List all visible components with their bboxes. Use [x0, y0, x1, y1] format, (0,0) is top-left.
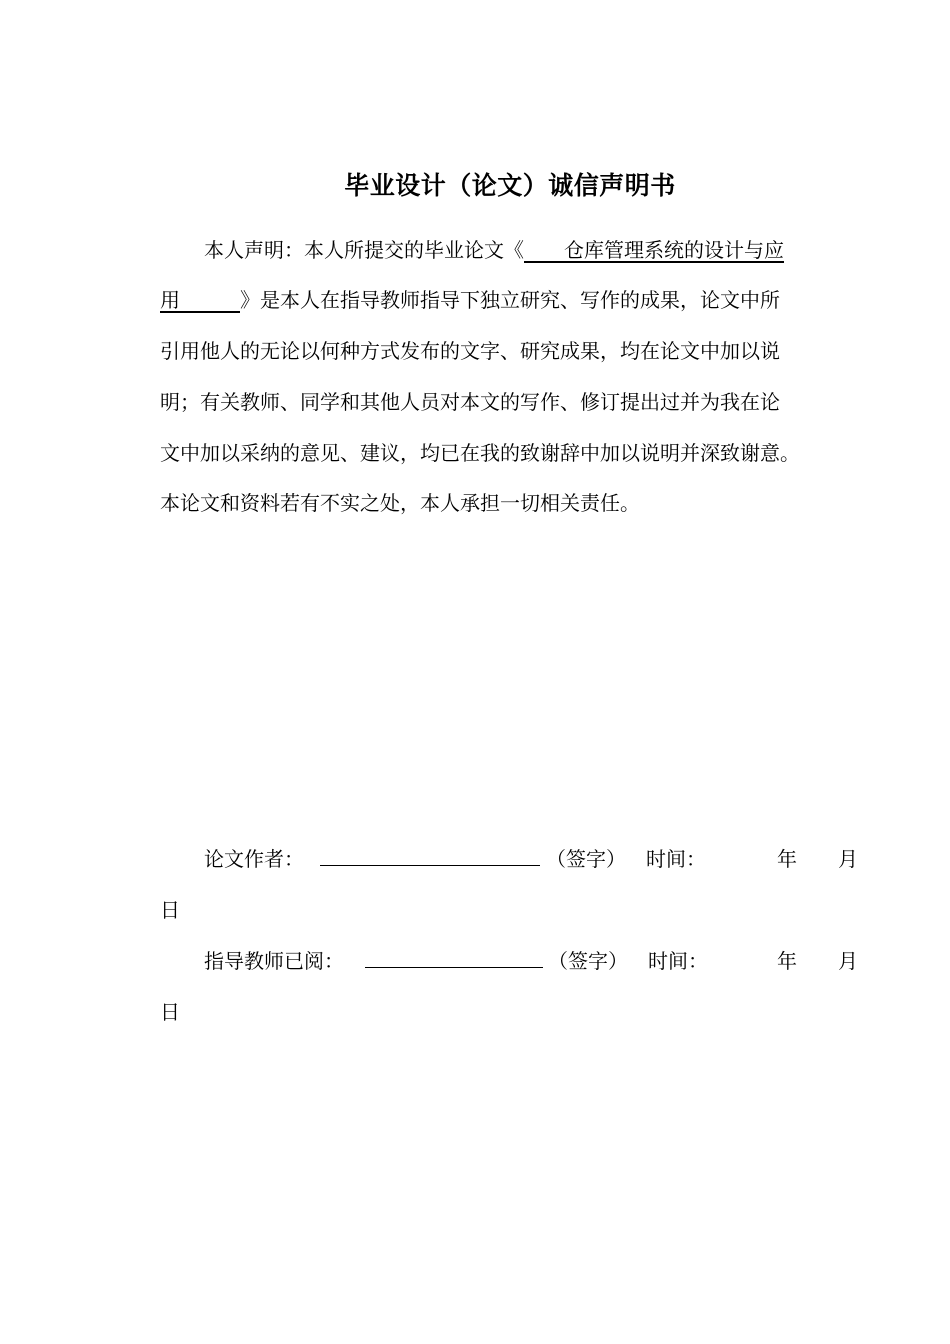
declaration-line-5: 文中加以采纳的意见、建议，均已在我的致谢辞中加以说明并深致谢意。 — [160, 441, 800, 465]
declaration-line-2 — [160, 287, 780, 313]
author-day-label: 日 — [160, 898, 180, 922]
author-signature-field[interactable] — [320, 846, 540, 872]
advisor-time-label: 时间： — [648, 949, 708, 973]
advisor-label: 指导教师已阅： — [204, 949, 344, 973]
declaration-line-3: 引用他人的无论以何种方式发布的文字、研究成果，均在论文中加以说 — [160, 339, 780, 363]
advisor-day-label: 日 — [160, 1000, 180, 1024]
author-month-label: 月 — [838, 847, 858, 871]
advisor-signature-field[interactable] — [365, 948, 543, 974]
author-year-label: 年 — [777, 847, 797, 871]
advisor-year-label: 年 — [777, 949, 797, 973]
thesis-title-part1: 仓库管理系统的设计与应 — [524, 238, 784, 262]
declaration-line-6: 本论文和资料若有不实之处，本人承担一切相关责任。 — [160, 491, 640, 515]
author-sign-note: （签字） — [546, 847, 626, 871]
thesis-title-part2: 用 — [160, 288, 240, 312]
author-time-label: 时间： — [646, 847, 706, 871]
advisor-month-label: 月 — [838, 949, 858, 973]
declaration-line-2-text: 》是本人在指导教师指导下独立研究、写作的成果，论文中所 — [240, 288, 780, 312]
advisor-sign-note: （签字） — [548, 949, 628, 973]
declaration-line-4: 明；有关教师、同学和其他人员对本文的写作、修订提出过并为我在论 — [160, 390, 780, 414]
declaration-line-1 — [204, 237, 784, 263]
page-title: 毕业设计（论文）诚信声明书 — [344, 171, 676, 200]
declaration-line-1-text: 本人声明：本人所提交的毕业论文《 — [204, 238, 524, 262]
author-label: 论文作者： — [204, 847, 304, 871]
